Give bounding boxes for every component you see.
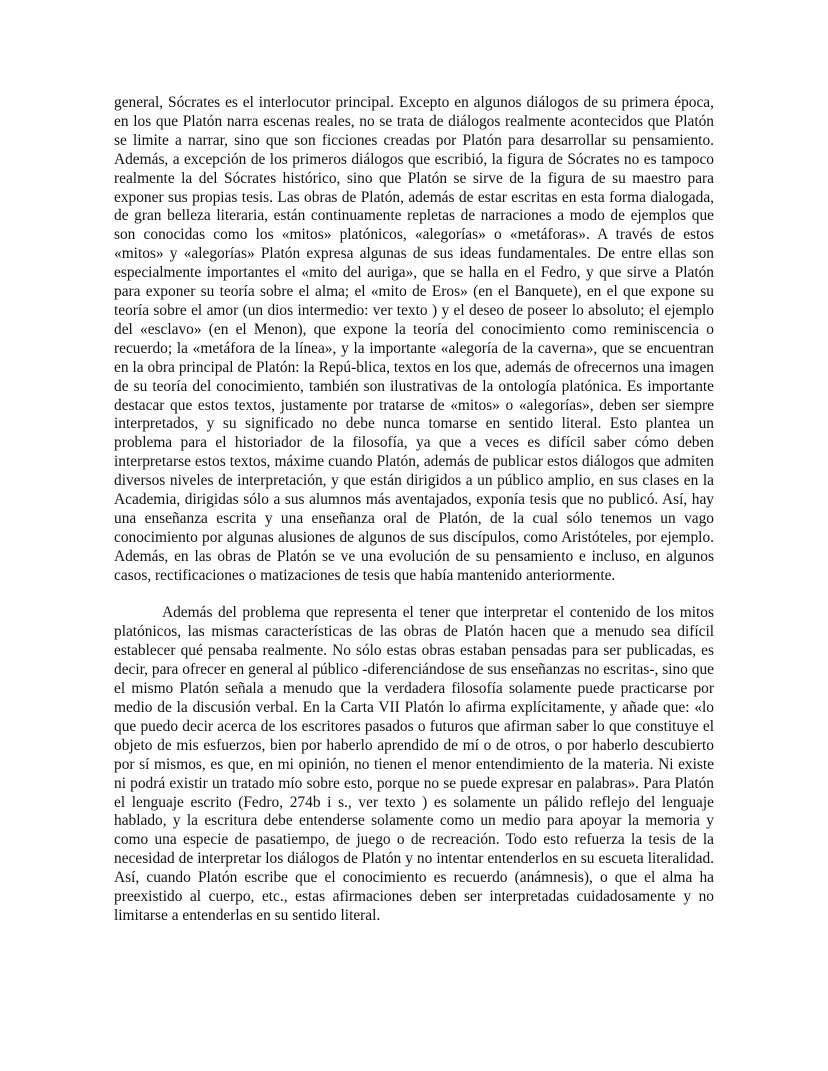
paragraph-interpretation: Además del problema que representa el tener que interpretar el contenido de los mitos platónicos, las mismas características de las obras de Platón hacen que a menudo sea difícil establecer qué pensaba realmente. No sólo estas obras estaban pensadas para ser publicadas, es decir, para ofrecer en general al público -diferenciándose de sus enseñanzas no escritas-, sino que el mismo Platón señala a menudo que la verdadera filosofía solamente puede practicarse por medio de la discusión verbal. En la Carta VII Platón lo afirma explícitamente, y añade que: «lo que puedo decir acerca de los escritores pasados o futuros que afirman saber lo que constituye el objeto de mis esfuerzos, bien por haberlo aprendido de mí o de otros, o por haberlo descubierto por sí mismos, es que, en mi opinión, no tienen el menor entendimiento de la materia. Ni existe ni podrá existir un tratado mío sobre esto, porque no se puede expresar en palabras». Para Platón el lenguaje escrito (Fedro, 274b i s., ver texto ) es solamente un pálido reflejo del lenguaje hablado, y la escritura debe entenderse solamente como un medio para apoyar la memoria y como una especie de pasatiempo, de juego o de recreación. Todo esto refuerza la tesis de la necesidad de interpretar los diálogos de Platón y no intentar entenderlos en su escueta literalidad. Así, cuando Platón escribe que el conocimiento es recuerdo (anámnesis), o que el alma ha preexistido al cuerpo, etc., estas afirmaciones deben ser interpretadas cuidadosamente y no limitarse a entenderlas en su sentido literal. bbox=[114, 604, 714, 924]
document-page bbox=[114, 94, 714, 926]
paragraph-continuation: general, Sócrates es el interlocutor principal. Excepto en algunos diálogos de su primera época, en los que Platón narra escenas reales, no se trata de diálogos realmente acontecidos que Platón se limite a narrar, sino que son ficciones creadas por Platón para desarrollar su pensamiento. Además, a excepción de los primeros diálogos que escribió, la figura de Sócrates no es tampoco realmente la del Sócrates histórico, sino que Platón se sirve de la figura de su maestro para exponer sus propias tesis. Las obras de Platón, además de estar escritas en esta forma dialogada, de gran belleza literaria, están continuamente repletas de narraciones a modo de ejemplos que son conocidas como los «mitos» platónicos, «alegorías» o «metáforas». A través de estos «mitos» y «alegorías» Platón expresa algunas de sus ideas fundamentales. De entre ellas son especialmente importantes el «mito del auriga», que se halla en el Fedro, y que sirve a Platón para exponer su teoría sobre el alma; el «mito de Eros» (en el Banquete), en el que expone su teoría sobre el amor (un dios intermedio: ver texto ) y el deseo de poseer lo absoluto; el ejemplo del «esclavo» (en el Menon), que expone la teoría del conocimiento como reminiscencia o recuerdo; la «metáfora de la línea», y la importante «alegoría de la caverna», que se encuentran en la obra principal de Platón: la Repú-blica, textos en los que, además de ofrecernos una imagen de su teoría del conocimiento, también son ilustrativas de la ontología platónica. Es importante destacar que estos textos, justamente por tratarse de «mitos» o «alegorías», deben ser siempre interpretados, y su significado no debe nunca tomarse en sentido literal. Esto plantea un problema para el historiador de la filosofía, ya que a veces es difícil saber cómo deben interpretarse estos textos, máxime cuando Platón, además de publicar estos diálogos que admiten diversos niveles de interpretación, y que están dirigidos a un público amplio, en sus clases en la Academia, dirigidas sólo a sus alumnos más aventajados, exponía tesis que no publicó. Así, hay una enseñanza escrita y una enseñanza oral de Platón, de la cual sólo tenemos un vago conocimiento por algunas alusiones de algunos de sus discípulos, como Aristóteles, por ejemplo. Además, en las obras de Platón se ve una evolución de su pensamiento e incluso, en algunos casos, rectificaciones o matizaciones de tesis que había mantenido anteriormente. bbox=[114, 94, 714, 584]
